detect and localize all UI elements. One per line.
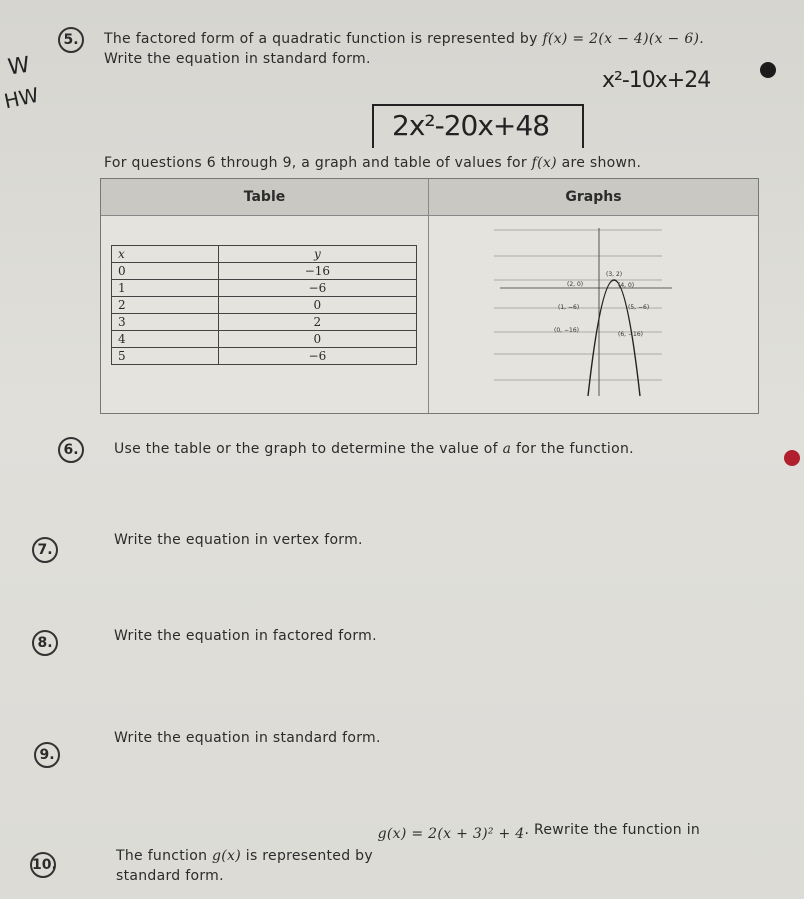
x-cell: 0 xyxy=(112,263,219,280)
question-5-instruction: Write the equation in standard form. xyxy=(104,51,371,67)
question-8-number: 8. xyxy=(32,630,58,656)
question-6-variable: a xyxy=(502,441,512,457)
table-row xyxy=(112,314,417,331)
values-table xyxy=(111,245,417,365)
x-cell: 1 xyxy=(112,280,219,297)
question-9-text: Write the equation in standard form. xyxy=(114,730,381,746)
table-row xyxy=(112,280,417,297)
intro-suffix: are shown. xyxy=(556,155,642,171)
x-cell: 5 xyxy=(112,348,219,365)
parabola-graph xyxy=(382,224,672,400)
graph-label: (2, 0) xyxy=(567,281,584,288)
y-cell: 2 xyxy=(218,314,416,331)
graph-label: (6, −16) xyxy=(618,331,643,338)
graph-label: (3, 2) xyxy=(606,271,623,278)
table-row xyxy=(112,331,417,348)
question-8-text: Write the equation in factored form. xyxy=(114,628,377,644)
handwritten-scratch-work: x²-10x+24 xyxy=(602,68,711,93)
question-6-suffix: for the function. xyxy=(511,441,634,457)
x-cell: 3 xyxy=(112,314,219,331)
question-6-text xyxy=(114,441,634,457)
question-5-prompt: The factored form of a quadratic function is represented by xyxy=(104,31,543,47)
graph-label: (1, −6) xyxy=(558,304,580,311)
graph-label: (0, −16) xyxy=(554,327,579,334)
corner-dot-icon xyxy=(784,450,800,466)
table-row xyxy=(112,297,417,314)
intro-prompt: For questions 6 through 9, a graph and table of values for xyxy=(104,155,532,171)
margin-handwriting-bottom: HW xyxy=(1,82,41,114)
handwritten-answer: 2x²-20x+48 xyxy=(392,109,550,142)
question-10-prompt: The function xyxy=(116,848,213,864)
question-10-number: 10. xyxy=(30,852,56,878)
question-10-text xyxy=(116,822,701,864)
table-header: Table xyxy=(101,179,428,216)
margin-handwriting-top: W xyxy=(6,52,32,81)
y-column-header: y xyxy=(218,246,416,263)
question-5-function: f(x) = 2(x − 4)(x − 6). xyxy=(542,31,705,47)
x-cell: 4 xyxy=(112,331,219,348)
graph-label: (4, 0) xyxy=(618,282,635,289)
y-cell: 0 xyxy=(218,297,416,314)
graph-label: (5, −6) xyxy=(628,304,650,311)
parabola-curve xyxy=(588,280,640,396)
question-10-function: g(x) = 2(x + 3)² + 4 xyxy=(377,826,525,842)
question-5-text xyxy=(104,31,704,47)
question-10-instruction: . Rewrite the function in xyxy=(524,822,701,838)
y-cell: −6 xyxy=(218,348,416,365)
graph-header: Graphs xyxy=(429,179,758,216)
y-cell: −6 xyxy=(218,280,416,297)
x-cell: 2 xyxy=(112,297,219,314)
question-6-number: 6. xyxy=(58,437,84,463)
table-header-row xyxy=(112,246,417,263)
question-7-number: 7. xyxy=(32,537,58,563)
question-6-prompt: Use the table or the graph to determine the value of xyxy=(114,441,503,457)
table-row xyxy=(112,263,417,280)
question-9-number: 9. xyxy=(34,742,60,768)
x-column-header: x xyxy=(112,246,219,263)
question-10-function-name: g(x) xyxy=(212,848,242,864)
table-row xyxy=(112,348,417,365)
y-cell: 0 xyxy=(218,331,416,348)
question-7-text: Write the equation in vertex form. xyxy=(114,532,363,548)
question-10-line-2: standard form. xyxy=(116,868,224,884)
section-intro xyxy=(104,155,641,171)
question-5-number: 5. xyxy=(58,27,84,53)
y-cell: −16 xyxy=(218,263,416,280)
intro-function: f(x) xyxy=(531,155,557,171)
question-10-connector: is represented by xyxy=(241,848,378,864)
corner-dot-icon xyxy=(760,62,776,78)
